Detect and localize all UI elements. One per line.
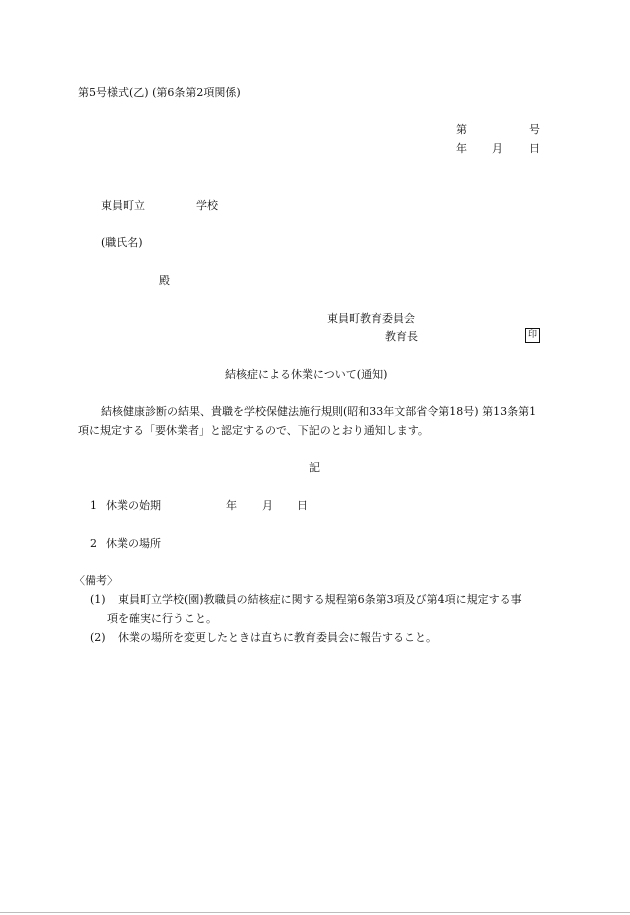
- item-1-label: 休業の始期: [106, 499, 161, 512]
- page-bottom-rule: [0, 912, 630, 913]
- sender-org: 東員町教育委員会: [327, 312, 415, 325]
- addressee-school-prefix: 東員町立: [101, 199, 145, 212]
- item-2-label: 休業の場所: [106, 537, 161, 550]
- doc-number-dai: 第: [456, 123, 467, 136]
- note-1-line-1: 東員町立学校(園)教職員の結核症に関する規程第6条第3項及び第4項に規定する事: [118, 593, 522, 606]
- doc-number-go: 号: [529, 123, 540, 136]
- seal-box: 印: [525, 328, 540, 343]
- date-day: 日: [529, 142, 540, 155]
- note-1-line-2: 項を確実に行うこと。: [107, 612, 217, 625]
- note-2-line-1: 休業の場所を変更したときは直ちに教育委員会に報告すること。: [118, 631, 437, 644]
- sender-title: 教育長: [385, 330, 418, 343]
- body-line-2: 項に規定する「要休業者」と認定するので、下記のとおり通知します。: [78, 424, 429, 437]
- item-1-year: 年: [226, 499, 237, 512]
- item-1-month: 月: [262, 499, 273, 512]
- notes-heading: 〈備考〉: [74, 574, 118, 587]
- note-1-num: (1): [90, 593, 106, 606]
- ki-label: 記: [309, 461, 320, 474]
- date-month: 月: [492, 142, 503, 155]
- item-2-num: 2: [90, 537, 97, 550]
- form-header: 第5号様式(乙) (第6条第2項関係): [78, 86, 241, 99]
- doc-title: 結核症による休業について(通知): [225, 368, 388, 381]
- item-1-num: 1: [90, 499, 97, 512]
- item-1-day: 日: [297, 499, 308, 512]
- note-2-num: (2): [90, 631, 106, 644]
- addressee-name-title: (職氏名): [101, 236, 143, 249]
- addressee-school-suffix: 学校: [196, 199, 218, 212]
- addressee-honorific: 殿: [159, 274, 170, 287]
- date-year: 年: [456, 142, 467, 155]
- body-line-1: 結核健康診断の結果、貴職を学校保健法施行規則(昭和33年文部省令第18号) 第13条第1: [101, 405, 537, 418]
